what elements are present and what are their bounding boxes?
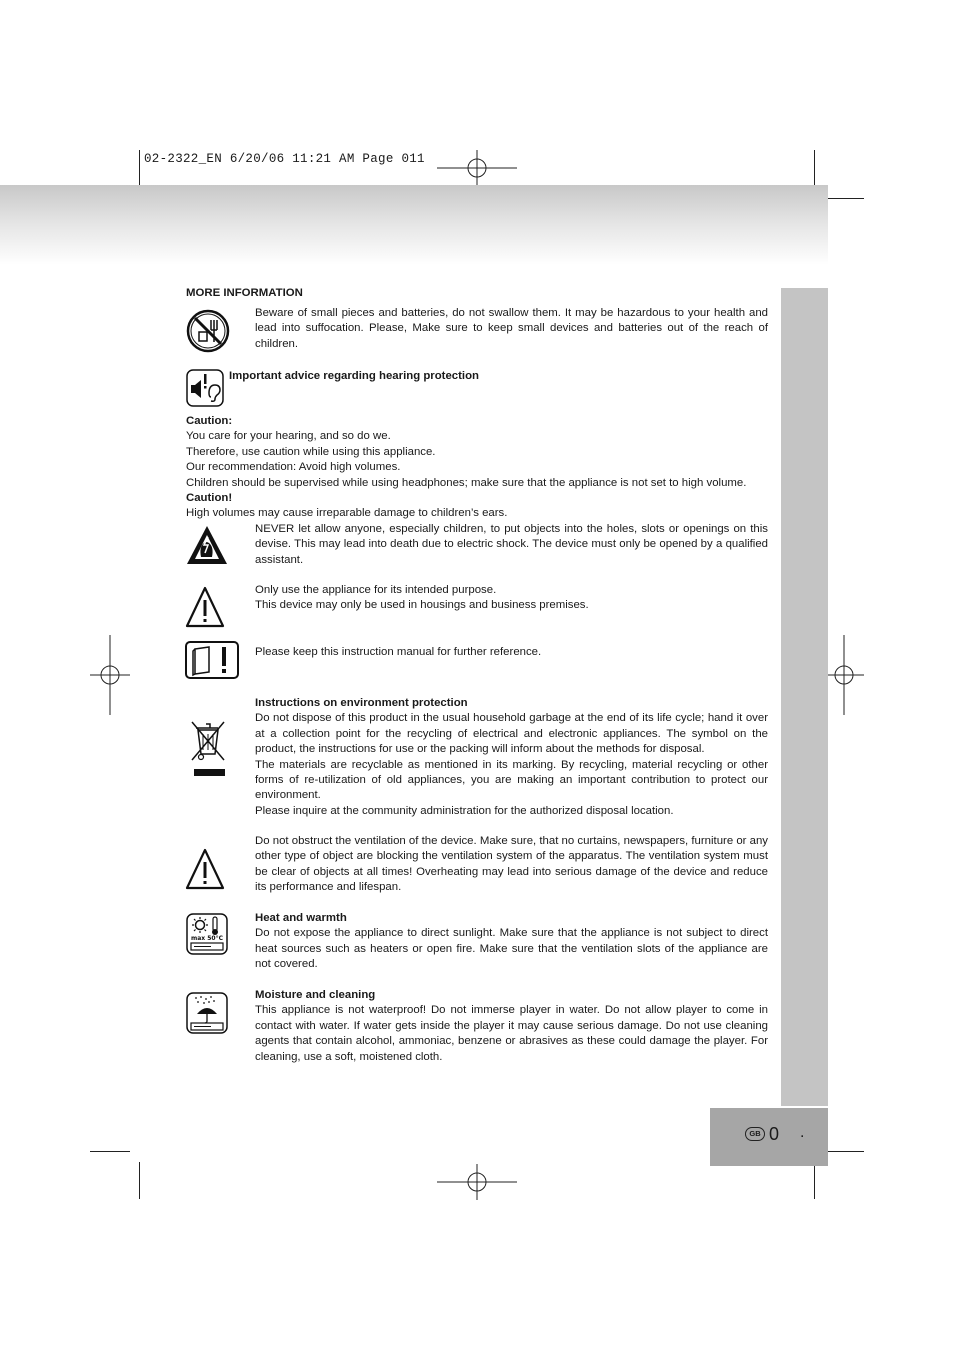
moisture-icon — [186, 992, 228, 1034]
no-small-parts-icon — [186, 309, 230, 353]
side-bar — [781, 288, 828, 1106]
caution-block — [186, 414, 771, 522]
crop-mark — [824, 198, 864, 199]
moisture-section — [255, 988, 768, 1065]
caution-line: You care for your hearing, and so do we. — [186, 430, 391, 443]
section-title: MORE INFORMATION — [186, 287, 303, 299]
ventilation-text: Do not obstruct the ventilation of the device. Make sure, that no curtains, newspapers, furniture or any other type of object are blocking the ventilation system of the apparatus. The ventilation system must be clear of objects at all times! Overheating may lead into serious damage of the device and reduce its performance and lifespan. — [255, 835, 768, 894]
print-slug: 02-2322_EN 6/20/06 11:21 AM Page 011 — [144, 152, 425, 166]
registration-mark-right — [824, 635, 864, 715]
heat-icon — [186, 913, 228, 955]
caution-line: Therefore, use caution while using this appliance. — [186, 445, 436, 458]
environment-paragraph: Please inquire at the community administration for the authorized disposal location. — [255, 804, 674, 817]
page-dot: . — [800, 1124, 805, 1141]
heat-section — [255, 911, 768, 973]
moisture-text: This appliance is not waterproof! Do not immerse player in water. Do not allow player to come in contact with water. If water gets inside the player it may cause serious damage. Do not use cleaning agents that contain alcohol, ammoniac, benzene or abrasives as these could damage the player. For cleaning, use a soft, moistened cloth. — [255, 1004, 768, 1063]
page-number: 0 — [769, 1124, 780, 1144]
warning-triangle-icon — [185, 585, 225, 629]
crop-mark — [90, 1151, 130, 1152]
registration-mark-bottom — [437, 1162, 517, 1202]
crop-mark — [814, 150, 815, 187]
hearing-warning-icon — [186, 369, 224, 407]
manual-icon — [185, 641, 239, 679]
moisture-title: Moisture and cleaning — [255, 989, 376, 1001]
crop-mark — [824, 1151, 864, 1152]
heat-title: Heat and warmth — [255, 912, 347, 924]
small-parts-text: Beware of small pieces and batteries, do not swallow them. It may be hazardous to your health and lead into suffocation. Please, Make sure to keep small devices and batteries out of the reach of children. — [255, 307, 768, 350]
ventilation-warning-icon — [185, 847, 225, 891]
caution-label: Caution: — [186, 415, 233, 427]
environment-section — [255, 696, 768, 819]
registration-mark-top — [437, 148, 517, 188]
hearing-title: Important advice regarding hearing protection — [229, 370, 479, 382]
caution-line: Our recommendation: Avoid high volumes. — [186, 461, 401, 474]
environment-paragraph: Do not dispose of this product in the usual household garbage at the end of its life cycle; hand it over at a collection point for the recycling of electrical and electronic appliances. The symbol on the product, the instructions for use or the packing will inform about the methods for disposal. — [255, 712, 768, 756]
environment-title: Instructions on environment protection — [255, 697, 468, 709]
purpose-text — [255, 583, 589, 614]
caution-line: Children should be supervised while using headphones; make sure that the appliance is not set to high volume. — [186, 476, 747, 489]
shock-text: NEVER let allow anyone, especially children, to put objects into the holes, slots or openings on this devise. This may lead into death due to electric shock. The device must only be opened by a qualified assistant. — [255, 523, 768, 566]
electric-shock-warning-icon — [185, 523, 229, 567]
header-gradient-band — [0, 185, 828, 265]
purpose-line: This device may only be used in housings and business premises. — [255, 599, 589, 612]
caution-text-2: High volumes may cause irreparable damage to children’s ears. — [186, 507, 508, 520]
crop-mark — [139, 1162, 140, 1199]
heat-text: Do not expose the appliance to direct sunlight. Make sure that the appliance is not subject to direct heat sources such as heaters or open fire. Make sure that the ventilation slots of the appliance are not covered. — [255, 927, 768, 971]
registration-mark-left — [90, 635, 130, 715]
environment-paragraph: The materials are recyclable as mentioned in its marking. By recycling, material recycling or other forms of re-utilization of old appliances, you are making an important contribution to protect our environment. — [255, 758, 768, 802]
purpose-line: Only use the appliance for its intended purpose. — [255, 584, 497, 596]
crop-mark — [139, 150, 140, 187]
manual-text: Please keep this instruction manual for further reference. — [255, 646, 542, 658]
heat-icon-label: max 50°C — [190, 935, 224, 942]
weee-bin-icon — [189, 718, 229, 778]
country-badge: GB — [745, 1127, 765, 1141]
caution-label-2: Caution! — [186, 492, 233, 505]
crop-mark — [814, 1162, 815, 1199]
